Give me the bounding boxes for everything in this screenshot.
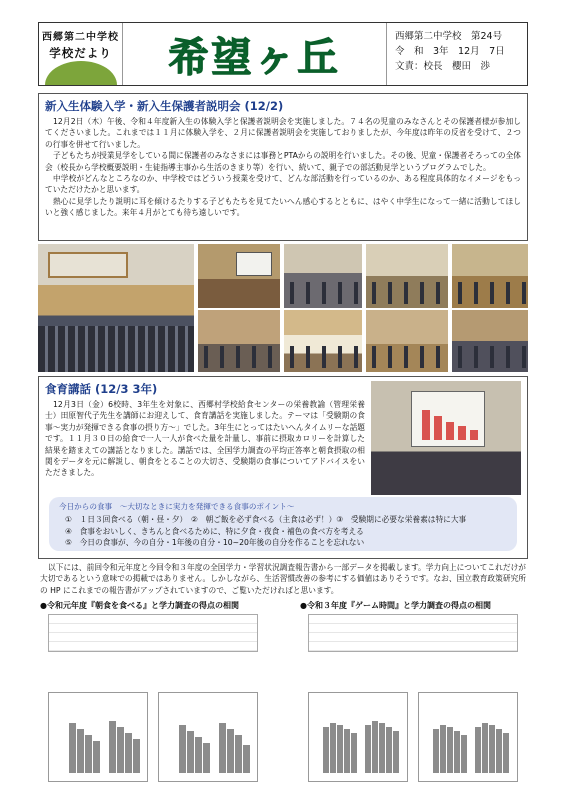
photo-classroom [198,244,280,308]
point-item: ⑤ 今日の食事が、今の自分・1年後の自分・10~20年後の自分を作ることを忘れない [65,538,365,547]
bar-chart-image [158,692,258,782]
people [284,282,362,304]
section-heading: 食育講話 (12/3 3年) [45,382,158,396]
newsletter-title: 希望ヶ丘 [168,34,341,81]
chart-breakfast [40,600,270,790]
photo-lecture [371,381,521,495]
section-food-education [38,376,528,559]
issue-date: 令 和 3年 12月 7日 [395,46,505,57]
people [452,282,528,304]
photo-martial-arts [366,310,448,372]
data-intro-paragraph: 以下には、前回令和元年度と今回令和３年度の全国学力・学習状況調査報告書から一部データを掲載します。学力向上についてこれだけが大切であるという意味での掲載ではありません。しかしながら、生活習慣改善の参考にする価値はありそうです。なお、国立教育政策研究所の HP にこれまでの報告書がアップされていますので、ご覧いただければと思います。 [40,563,526,595]
newsletter-header [38,22,528,86]
newsletter-type: 学校だより [49,46,112,60]
section-heading: 新入生体験入学・新入生保護者説明会 (12/2) [45,99,284,113]
school-name: 西郷第二中学校 [42,32,119,43]
chart-game-time [300,600,530,790]
paragraph: 子どもたちが授業見学をしている間に保護者のみなさまには事務とPTAからの説明を行いました。その後、児童・保護者そろっての全体会（校長から学校概要説明・生徒指導主事から生活のきまり等）を行い、続いて、親子での部活動見学というプログラムでした。 [45,151,521,172]
survey-table-image [308,614,518,652]
survey-table-image [48,614,258,652]
title-block [123,23,387,85]
paragraph: 12月3日（金）6校時、3年生を対象に、西郷村学校給食センターの栄養教諭（管理栄養士）田原智代子先生を講師にお迎えして、食育講話を実施しました。テーマは「受験期の食事～実力が発揮できる食事の摂り方～」でした。3年生にとってはたいへんタイムリーな話題です。１１月３０日の給食で一人一人が食べた量を計量し、事前に摂取カロリーを計算した結果を踏まえての講話となりました。講話では、全国学力調査の平均正答率と朝食摂取の相関をデータを元に解説し、朝食をとることの大切さ、受験期の食事についてアドバイスをいただきました。 [45,400,365,478]
bar-chart-image [48,692,148,782]
projected-chart [411,391,485,447]
chart-title: ●令和３年度『ゲーム時間』と学力調査の得点の相関 [300,601,491,610]
point-item: ④ 食事をおいしく、きちんと食べるために、特に夕食・夜食・補色の食べ方を考える [65,526,364,536]
photo-club-activity [452,310,528,372]
photo-hallway [198,310,280,372]
photo-gym-club [452,244,528,308]
school-logo-block [39,23,123,85]
issue-number: 西郷第二中学校 第24号 [395,31,503,42]
photo-classroom [284,244,362,308]
photo-classroom [284,310,362,372]
paragraph: 熱心に見学したり説明に耳を傾けるたりする子どもたちを見てたいへん感心するとともに、はやく中学生になって一緒に活動してほしいと強く感じました。来年４月がとても待ち遠しいです。 [45,196,521,218]
issue-info [387,23,527,85]
people [452,346,528,368]
section-trial-enrollment [38,93,528,241]
chart-title: ●令和元年度『朝食を食べる』と学力調査の得点の相関 [40,601,239,610]
audience [38,326,194,372]
section-text [45,381,365,479]
people [366,282,448,304]
paragraph: 12月2日（木）午後、令和４年度新入生の体験入学と保護者説明会を実施しました。７４名の児童のみなさんとその保護者様が参加してくださいました。これまでは１１月に体験入学を、２月に保護者説明会を実施しておりましたが、今年度は昨年の反省を受けて、２つの行事を併せて行いました。 [45,117,521,149]
people [366,346,448,368]
meal-points-box [49,497,517,551]
bar-chart-image [308,692,408,782]
points-title: 今日からの食事 ～大切なときに実力を発揮できる食事のポイント～ [59,502,295,511]
stage [48,252,128,278]
hill-illustration-icon [45,61,117,85]
bar-chart-image [418,692,518,782]
people [284,346,362,368]
author: 文責：校長 櫻田 渉 [395,61,491,72]
paragraph: 中学校がどんなところなのか、中学校ではどういう授業を受けて、どんな部活動を行っているのか、ある程度具体的なイメージをもっていただけたかと思います。 [45,174,521,195]
point-item: ① １日３回食べる（朝・昼・夕） ② 朝ご飯を必ず食べる（主食は必ず！）③ 受験期に必要な栄養素は特に大事 [65,515,467,524]
photo-gym-assembly [38,244,194,372]
photo-classroom [366,244,448,308]
photo-collage [38,244,528,372]
screen [236,252,272,276]
people [198,346,280,368]
